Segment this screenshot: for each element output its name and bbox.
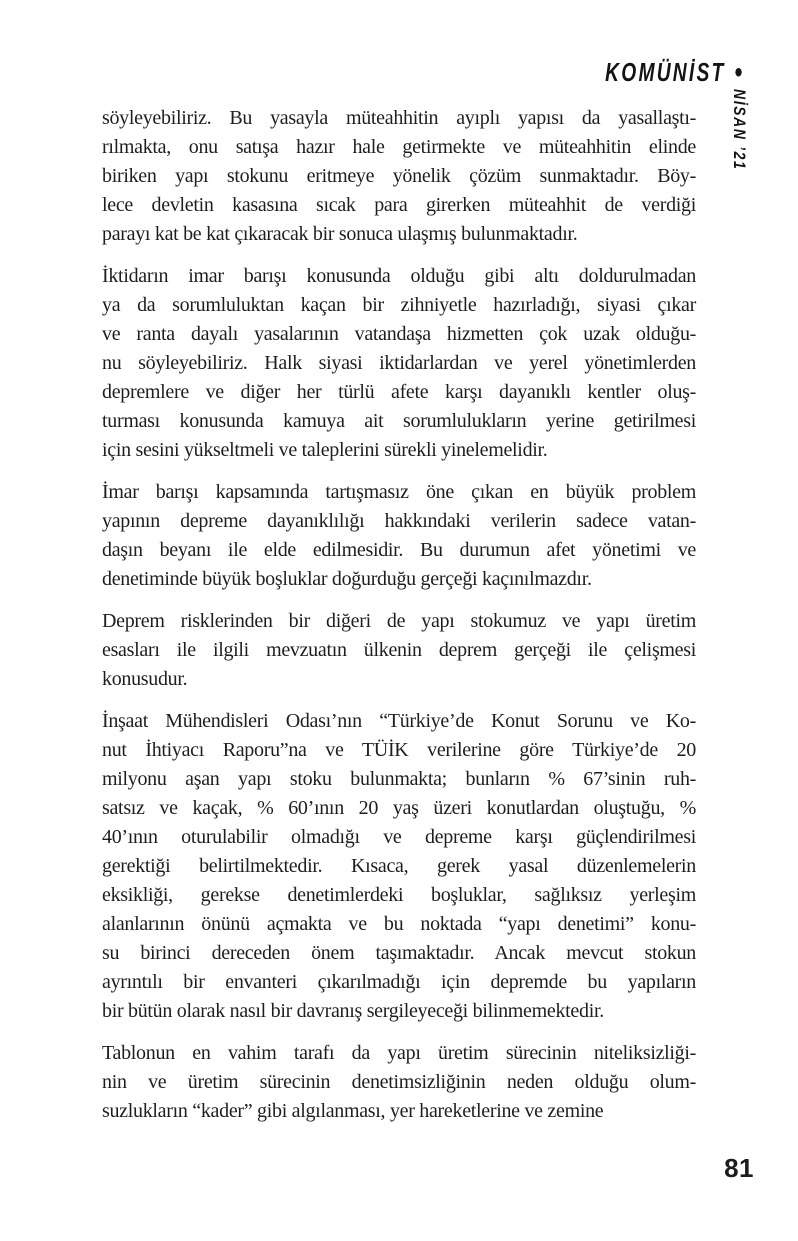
text-line: gerektiği belirtilmektedir. Kısaca, gerek yasal düzenlemelerin (102, 855, 696, 877)
text-line: turması konusunda kamuya ait sorumlulukların yerine getirilmesi (102, 410, 696, 432)
text-line: için sesini yükseltmeli ve taleplerini sürekli yinelemelidir. (102, 439, 548, 461)
paragraph (102, 104, 696, 249)
text-line: bir bütün olarak nasıl bir davranış sergileyeceği bilinmemektedir. (102, 1000, 604, 1022)
text-line: daşın beyanı ile elde edilmesidir. Bu durumun afet yönetimi ve (102, 539, 696, 561)
text-line: milyonu aşan yapı stoku bulunmakta; bunların % 67’sinin ruh- (102, 768, 696, 790)
paragraph (102, 1039, 696, 1126)
text-line: Deprem risklerinden bir diğeri de yapı stokumuz ve yapı üretim (102, 610, 696, 632)
text-line: ve ranta dayalı yasalarının vatandaşa hizmetten çok uzak olduğu- (102, 323, 696, 345)
text-line: depremlere ve diğer her türlü afete karşı dayanıklı kentler oluş- (102, 381, 696, 403)
text-line: denetiminde büyük boşluklar doğurduğu gerçeği kaçınılmazdır. (102, 568, 592, 590)
journal-title: KOMÜNİST (604, 57, 726, 87)
issue-date-vertical-label: NİSAN ’21 (730, 89, 749, 171)
text-line: ayrıntılı bir envanteri çıkarılmadığı için depremde bu yapıların (102, 971, 696, 993)
text-line: konusudur. (102, 668, 188, 690)
paragraph (102, 707, 696, 1026)
text-line: söyleyebiliriz. Bu yasayla müteahhitin ayıplı yapısı da yasallaştı- (102, 107, 696, 129)
text-line: su birinci dereceden önem taşımaktadır. Ancak mevcut stokun (102, 942, 696, 964)
text-line: İnşaat Mühendisleri Odası’nın “Türkiye’de Konut Sorunu ve Ko- (102, 710, 696, 732)
running-header (605, 57, 742, 88)
text-line: eksikliği, gerekse denetimlerdeki boşluklar, sağlıksız yerleşim (102, 884, 696, 906)
text-line: İktidarın imar barışı konusunda olduğu gibi altı doldurulmadan (102, 265, 696, 287)
text-line: ya da sorumluluktan kaçan bir zihniyetle hazırladığı, siyasi çıkar (102, 294, 696, 316)
bullet-separator-icon: • (734, 55, 742, 89)
text-line: yapının depreme dayanıklılığı hakkındaki verilerin sadece vatan- (102, 510, 696, 532)
text-line: nin ve üretim sürecinin denetimsizliğinin neden olduğu olum- (102, 1071, 696, 1093)
text-line: Tablonun en vahim tarafı da yapı üretim sürecinin niteliksizliği- (102, 1042, 696, 1064)
text-line: rılmakta, onu satışa hazır hale getirmekte ve müteahhitin elinde (102, 136, 696, 158)
text-line: nu söyleyebiliriz. Halk siyasi iktidarlardan ve yerel yönetimlerden (102, 352, 696, 374)
text-line: parayı kat be kat çıkaracak bir sonuca ulaşmış bulunmaktadır. (102, 223, 578, 245)
paragraph (102, 262, 696, 465)
text-line: nut İhtiyacı Raporu”na ve TÜİK verilerine göre Türkiye’de 20 (102, 739, 696, 761)
article-body (102, 104, 696, 1126)
text-line: biriken yapı stokunu eritmeye yönelik çözüm sunmaktadır. Böy- (102, 165, 696, 187)
text-line: satsız ve kaçak, % 60’ının 20 yaş üzeri konutlardan oluştuğu, % (102, 797, 696, 819)
text-line: alanlarının önünü açmakta ve bu noktada “yapı denetimi” konu- (102, 913, 696, 935)
paragraph (102, 607, 696, 694)
page-number: 81 (724, 1153, 754, 1183)
text-line: İmar barışı kapsamında tartışmasız öne çıkan en büyük problem (102, 481, 696, 503)
paragraph (102, 478, 696, 594)
text-line: 40’ının oturulabilir olmadığı ve depreme karşı güçlendirilmesi (102, 826, 696, 848)
text-line: suzlukların “kader” gibi algılanması, yer hareketlerine ve zemine (102, 1100, 604, 1122)
text-line: lece devletin kasasına sıcak para girerken müteahhit de verdiği (102, 194, 696, 216)
text-line: esasları ile ilgili mevzuatın ülkenin deprem gerçeği ile çelişmesi (102, 639, 696, 661)
